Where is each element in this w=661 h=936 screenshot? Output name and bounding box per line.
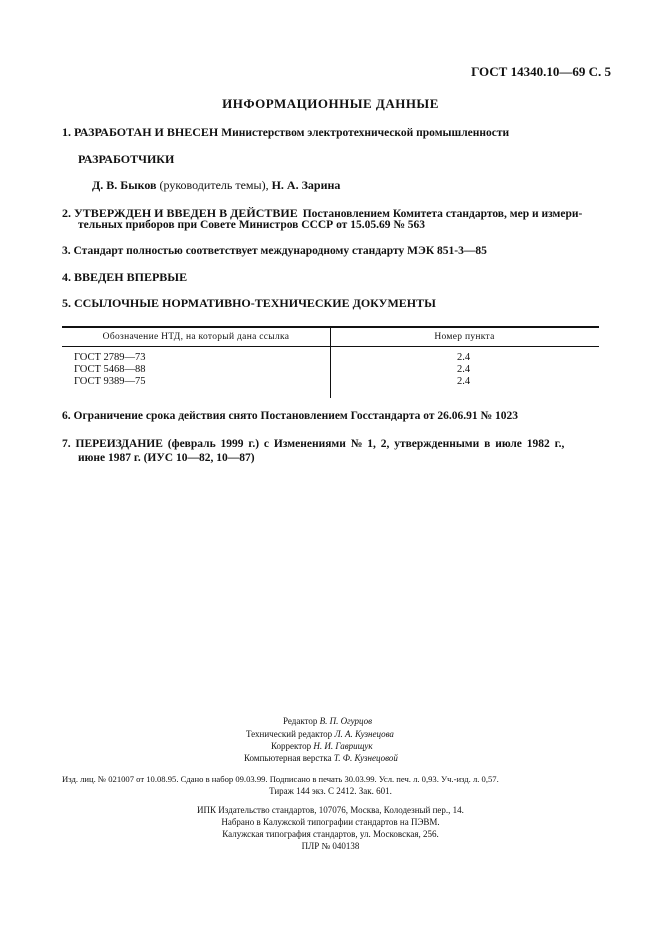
item-reference-documents: 5. ССЫЛОЧНЫЕ НОРМАТИВНО-ТЕХНИЧЕСКИЕ ДОКУМЕНТЫ [62, 296, 436, 310]
credit-role: Корректор [271, 741, 312, 751]
document-header-ref: ГОСТ 14340.10—69 С. 5 [471, 64, 611, 79]
table-cell-clause: 2.4 [457, 364, 471, 375]
item-2-text-2: тельных приборов при Совете Министров СССР от 15.05.69 № 563 [78, 219, 426, 231]
item-2-label: 2. УТВЕРЖДЕН И ВВЕДЕН В ДЕЙСТВИЕ [62, 206, 298, 220]
table-cell-doc: ГОСТ 2789—73 [74, 352, 146, 363]
developers-heading: РАЗРАБОТЧИКИ [78, 152, 175, 166]
credit-corrector [271, 741, 373, 751]
table-cell-clause: 2.4 [457, 352, 471, 363]
credit-role: Компьютерная верстка [244, 753, 332, 763]
credit-editor [283, 716, 372, 726]
credit-role: Редактор [283, 716, 318, 726]
publisher-line-4: ПЛР № 040138 [301, 841, 360, 851]
item-standard-conformity: 3. Стандарт полностью соответствует международному стандарту МЭК 851-3—85 [62, 245, 487, 257]
item-introduced-first: 4. ВВЕДЕН ВПЕРВЫЕ [62, 270, 188, 284]
table-cell-clause: 2.4 [457, 376, 471, 387]
item-developed-by [62, 125, 509, 140]
item-2-text-1: Постановлением Комитета стандартов, мер и измери- [302, 208, 583, 220]
developer-name-2: Н. А. Зарина [271, 178, 341, 192]
publisher-line-1: ИПК Издательство стандартов, 107076, Москва, Колодезный пер., 14. [197, 805, 464, 815]
item-reissue-line-2: июне 1987 г. (ИУС 10—82, 10—87) [78, 452, 255, 464]
developers-list [92, 178, 340, 193]
credit-tech-editor [246, 729, 394, 739]
credit-layout [244, 753, 398, 763]
credit-name: Т. Ф. Кузнецовой [333, 753, 398, 763]
print-info-line-2: Тираж 144 экз. С 2412. Зак. 601. [269, 786, 392, 796]
item-validity-limit-removed: 6. Ограничение срока действия снято Постановлением Госстандарта от 26.06.91 № 1023 [62, 410, 518, 422]
section-title: ИНФОРМАЦИОННЫЕ ДАННЫЕ [222, 96, 439, 111]
credit-name: Л. А. Кузнецова [334, 729, 394, 739]
item-1-label: 1. РАЗРАБОТАН И ВНЕСЕН [62, 125, 219, 139]
developer-name-1: Д. В. Быков [92, 178, 157, 192]
publisher-line-2: Набрано в Калужской типографии стандартов на ПЭВМ. [221, 817, 440, 827]
item-1-text: Министерством электротехнической промышленности [221, 127, 510, 139]
print-info-line-1: Изд. лиц. № 021007 от 10.08.95. Сдано в набор 09.03.99. Подписано в печать 30.03.99. Усл. печ. л. 0,93. Уч.-изд. л. 0,57. [62, 774, 499, 784]
developer-role-1: (руководитель темы), [159, 178, 269, 192]
table-header-clause: Номер пункта [434, 332, 495, 342]
publisher-line-3: Калужская типография стандартов, ул. Московская, 256. [222, 829, 439, 839]
table-cell-doc: ГОСТ 9389—75 [74, 376, 146, 387]
item-reissue-line-1: 7. ПЕРЕИЗДАНИЕ (февраль 1999 г.) с Изменениями № 1, 2, утвержденными в июле 1982 г., [62, 438, 565, 450]
reference-table [62, 326, 599, 398]
credit-name: В. П. Огурцов [319, 716, 373, 726]
credit-role: Технический редактор [246, 729, 333, 739]
table-header-document: Обозначение НТД, на который дана ссылка [102, 332, 290, 342]
table-cell-doc: ГОСТ 5468—88 [74, 364, 146, 375]
credit-name: Н. И. Гаврищук [313, 741, 373, 751]
